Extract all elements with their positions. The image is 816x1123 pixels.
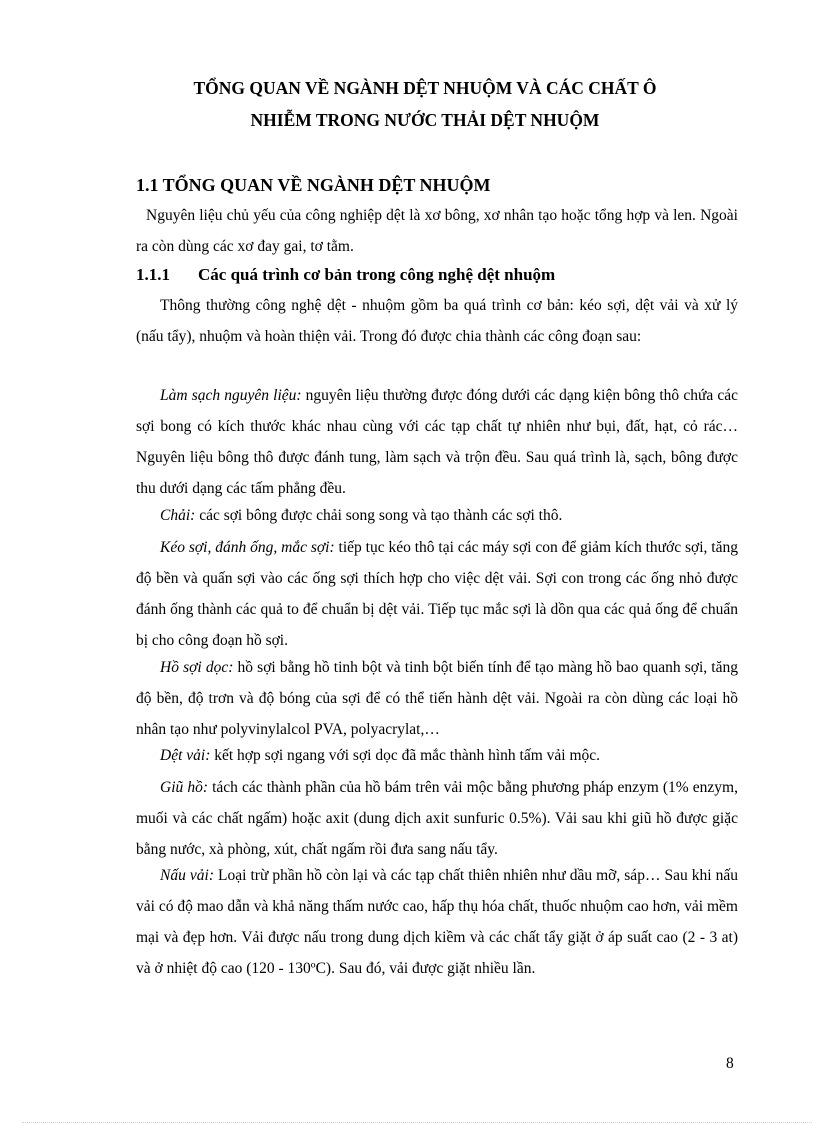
step-text: kết hợp sợi ngang với sợi dọc đã mắc thành hình tấm vải mộc.: [210, 747, 601, 764]
step-term: Chải:: [160, 507, 196, 524]
document-title-line-2: NHIỄM TRONG NƯỚC THẢI DỆT NHUỘM: [250, 110, 600, 130]
step-paragraph: [136, 380, 738, 504]
document-title-line-1: TỔNG QUAN VỀ NGÀNH DỆT NHUỘM VÀ CÁC CHẤT Ô: [193, 78, 657, 98]
step-paragraph: [136, 500, 738, 531]
step-paragraph: [136, 772, 738, 865]
step-term: Nấu vải:: [160, 867, 214, 884]
step-term: Kéo sợi, đánh ống, mắc sợi:: [160, 539, 335, 556]
step-text: tách các thành phần của hồ bám trên vải mộc bằng phương pháp enzym (1% enzym, muối và các chất ngấm) hoặc axit (dung dịch axit sunfuric 0.5%). Vải sau khi giũ hồ được giặc bằng nước, xà phòng, xút, chất ngấm rồi đưa sang nấu tẩy.: [136, 779, 738, 858]
step-paragraph: [136, 532, 738, 656]
step-text: tiếp tục kéo thô tại các máy sợi con để giảm kích thước sợi, tăng độ bền và quấn sợi vào các ống sợi thích hợp cho việc dệt vải. Sợi con trong các ống nhỏ được đánh ống thành các quả to để chuẩn bị dệt vải. Tiếp tục mắc sợi là dồn qua các quả ống để chuẩn bị cho công đoạn hồ sợi.: [136, 539, 738, 649]
step-term: Làm sạch nguyên liệu:: [160, 387, 302, 404]
step-text: nguyên liệu thường được đóng dưới các dạng kiện bông thô chứa các sợi bong có kích thước khác nhau cùng với các tạp chất tự nhiên như bụi, đất, hạt, cỏ rác… Nguyên liệu bông thô được đánh tung, làm sạch và trộn đều. Sau quá trình là, sạch, bông được thu dưới dạng các tấm phẳng đều.: [136, 387, 739, 497]
step-term: Hồ sợi dọc:: [160, 659, 234, 676]
step-text: Loại trừ phần hồ còn lại và các tạp chất thiên nhiên như dầu mỡ, sáp… Sau khi nấu vải có độ mao dẫn và khả năng thấm nước cao, hấp thụ hóa chất, thuốc nhuộm cao hơn, vải mềm mại và đẹp hơn. Vải được nấu trong dung dịch kiềm và các chất tẩy giặt ở áp suất cao (2 - 3 at) và ở nhiệt độ cao (120 - 130ºC). Sau đó, vải được giặt nhiều lần.: [136, 867, 739, 977]
section-heading: 1.1 TỔNG QUAN VỀ NGÀNH DỆT NHUỘM: [136, 175, 491, 195]
intro-paragraph: Nguyên liệu chủ yếu của công nghiệp dệt là xơ bông, xơ nhân tạo hoặc tổng hợp và len. Ngoài ra còn dùng các xơ đay gai, tơ tằm.: [136, 207, 738, 255]
subsection-heading: [136, 265, 555, 285]
subsection-number: 1.1.1: [136, 265, 170, 284]
step-text: hồ sợi bằng hồ tinh bột và tinh bột biến tính để tạo màng hồ bao quanh sợi, tăng độ bền, độ trơn và độ bóng của sợi để có thể tiến hành dệt vải. Ngoài ra còn dùng các loại hồ nhân tạo như polyvinylalcol PVA, polyacrylat,…: [136, 659, 738, 738]
page-number: 8: [726, 1055, 734, 1072]
step-paragraph: [136, 860, 738, 984]
overview-paragraph: Thông thường công nghệ dệt - nhuộm gồm ba quá trình cơ bản: kéo sợi, dệt vải và xử lý (nấu tẩy), nhuộm và hoàn thiện vải. Trong đó được chia thành các công đoạn sau:: [136, 297, 738, 345]
step-paragraph: [136, 740, 738, 771]
step-paragraph: [136, 652, 738, 745]
step-text: các sợi bông được chải song song và tạo thành các sợi thô.: [195, 507, 563, 524]
subsection-title: Các quá trình cơ bản trong công nghệ dệt nhuộm: [198, 265, 556, 284]
step-term: Giũ hồ:: [160, 779, 208, 796]
step-term: Dệt vải:: [160, 747, 211, 764]
